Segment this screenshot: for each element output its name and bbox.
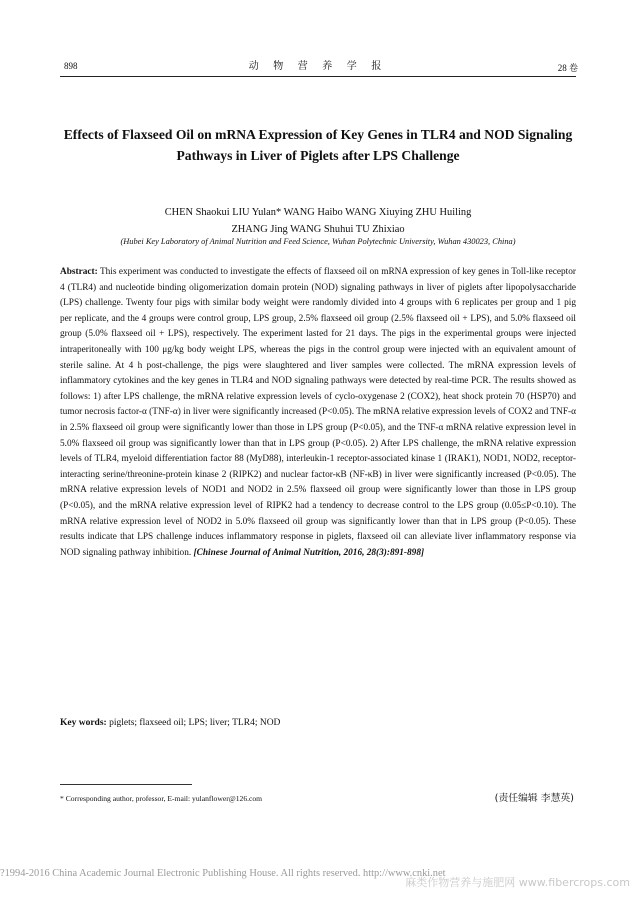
header-rule	[60, 76, 576, 77]
abstract-label: Abstract:	[60, 267, 98, 277]
copyright-line: ?1994-2016 China Academic Journal Electronic Publishing House. All rights reserved. http://www.cnki.net	[0, 868, 446, 879]
running-header	[0, 57, 636, 73]
author-list	[60, 204, 576, 238]
corresponding-author-note: * Corresponding author, professor, E-mail: yulanflower@126.com	[60, 794, 263, 803]
footnote-rule	[60, 784, 192, 785]
keywords	[60, 716, 576, 731]
keywords-text: piglets; flaxseed oil; LPS; liver; TLR4; NOD	[106, 718, 281, 728]
article-title: Effects of Flaxseed Oil on mRNA Expression of Key Genes in TLR4 and NOD Signaling Pathways in Liver of Piglets after LPS Challenge	[63, 127, 573, 163]
volume-label: 28 卷	[557, 63, 578, 73]
responsible-editor: (责任编辑 李慧英)	[494, 793, 574, 804]
citation: [Chinese Journal of Animal Nutrition, 2016, 28(3):891-898]	[193, 547, 425, 558]
authors-line-2: ZHANG Jing WANG Shuhui TU Zhixiao	[231, 224, 405, 235]
authors-line-1: CHEN Shaokui LIU Yulan* WANG Haibo WANG Xiuying ZHU Huiling	[164, 207, 472, 218]
abstract-body: This experiment was conducted to investigate the effects of flaxseed oil on mRNA expression of key genes in Toll-like receptor 4 (TLR4) and nucleotide binding oligomerization domain protein (NOD) signaling pathways in liver of piglets after lipopolysaccharide (LPS) challenge. Twenty four pigs with similar body weight were randomly divided into 4 groups with 6 replicates per group and 1 pig per replicate, and the 4 groups were control group, LPS group, 2.5% flaxseed oil group (2.5% flaxseed oil + LPS), and 5.0% flaxseed oil group (5.0% flaxseed oil + LPS), respectively. The experiment lasted for 21 days. The pigs in the experimental groups were injected intraperitoneally with 100 μg/kg body weight LPS, whereas the pigs in the control group were injected with an equivalent amount of sterile saline. At 4 h post-challenge, the pigs were slaughtered and liver samples were collected. The mRNA expression levels of inflammatory cytokines and the key genes in TLR4 and NOD signaling pathways were detected by real-time PCR. The results showed as follows: 1) after LPS challenge, the mRNA relative expression levels of cyclo-oxygenase 2 (COX2), heat shock protein 70 (HSP70) and tumor necrosis factor-α (TNF-α) in liver were significantly increased (P<0.05). The mRNA relative expression levels of COX2 and TNF-α in 2.5% flaxseed oil group were significantly lower than those in LPS group (P<0.05), and the TNF-α mRNA relative expression level in 5.0% flaxseed oil group was significantly lower than that in LPS group (P<0.05). 2) After LPS challenge, the mRNA relative expression levels of TLR4, myeloid differentiation factor 88 (MyD88), interleukin-1 receptor-associated kinase 1 (IRAK1), NOD1, NOD2, receptor-interacting serine/threonine-protein kinase 2 (RIPK2) and nuclear factor-κB (NF-κB) in liver were significantly increased (P<0.05). The mRNA relative expression levels of NOD1 and NOD2 in 2.5% flaxseed oil group were significantly lower than those in LPS group (P<0.05), and the mRNA relative expression level of RIPK2 had a tendency to decrease control to the LPS group (0.05≤P<0.10). The mRNA relative expression level of NOD2 in 5.0% flaxseed oil group was significantly lower than that in LPS group (P<0.05). These results indicate that LPS challenge induces inflammatory response in piglets, flaxseed oil can alleviate liver inflammatory response via NOD signaling pathway inhibition.	[60, 267, 576, 558]
keywords-label: Key words:	[60, 718, 107, 728]
affiliation: (Hubei Key Laboratory of Animal Nutrition and Feed Science, Wuhan Polytechnic University, Wuhan 430023, China)	[120, 237, 516, 246]
abstract	[60, 265, 576, 561]
journal-name: 动 物 营 养 学 报	[248, 61, 388, 72]
site-watermark: 麻类作物营养与施肥网 www.fibercrops.com	[405, 876, 630, 889]
page-number: 898	[64, 61, 78, 71]
